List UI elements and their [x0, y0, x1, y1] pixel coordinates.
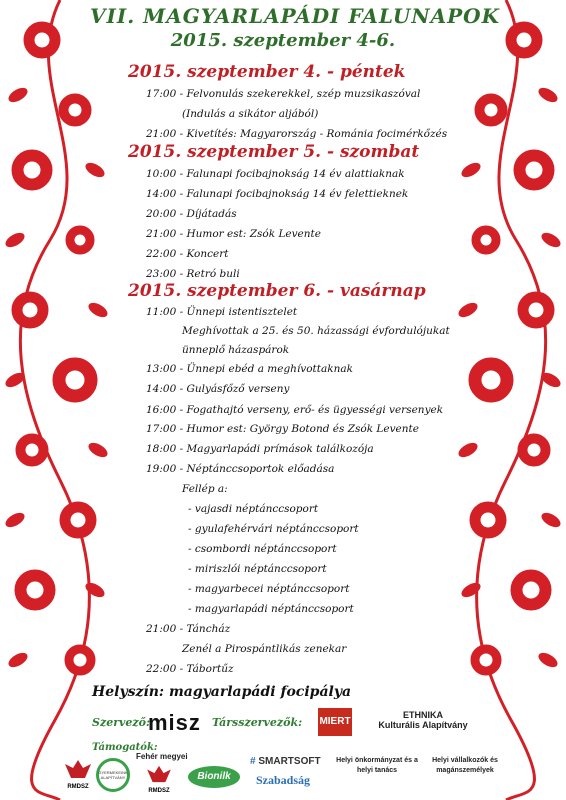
event-item: Meghívottak a 25. és 50. házassági évfordulójukat	[182, 325, 450, 337]
day-heading-friday: 2015. szeptember 4. - péntek	[128, 62, 406, 82]
event-item: 22:00 - Tábortűz	[146, 663, 234, 675]
rmdsz-logo: RMDSZ	[60, 758, 96, 794]
szabadsag-logo: Szabadság	[256, 773, 311, 787]
day-heading-sunday: 2015. szeptember 6. - vasárnap	[128, 281, 426, 301]
rmdsz-county-logo: RMDSZ	[142, 764, 176, 794]
event-item: 14:00 - Gulyásfőző verseny	[146, 383, 290, 395]
event-item: 22:00 - Koncert	[146, 248, 229, 260]
event-item: 16:00 - Fogathajtó verseny, erő- és ügyességi versenyek	[146, 404, 444, 416]
left-floral-ornament	[0, 0, 120, 800]
event-item: - csombordi néptánccsoport	[188, 543, 337, 555]
local-government-label: Helyi önkormányzat és a helyi tanács	[336, 757, 418, 774]
event-item: 20:00 - Díjátadás	[146, 208, 237, 220]
event-item: - miriszlói néptánccsoport	[188, 563, 327, 575]
miert-logo: MIERT	[318, 708, 352, 736]
feher-megyei-label: Fehér megyei	[136, 752, 188, 761]
event-item: 17:00 - Humor est: György Botond és Zsók Levente	[146, 423, 419, 435]
event-item: 18:00 - Magyarlapádi prímások találkozója	[146, 443, 374, 455]
event-title: VII. MAGYARLAPÁDI FALUNAPOK	[90, 4, 500, 28]
event-item: 13:00 - Ünnepi ebéd a meghívottaknak	[146, 363, 354, 375]
supporters-label: Támogatók:	[92, 742, 158, 753]
event-item: - magyarbecei néptánccsoport	[188, 583, 350, 595]
day-heading-saturday: 2015. szeptember 5. - szombat	[128, 142, 420, 162]
event-item: 21:00 - Humor est: Zsók Levente	[146, 228, 321, 240]
local-businesses-label: Helyi vállalkozók és magánszemélyek	[432, 757, 498, 774]
event-item: 14:00 - Falunapi focibajnokság 14 év felettieknek	[146, 188, 409, 200]
event-item: - gyulafehérvári néptánccsoport	[188, 523, 359, 535]
event-item: 23:00 - Retró buli	[146, 268, 240, 280]
coorganizers-label: Társszervezők:	[212, 716, 303, 729]
organizer-label: Szervező:	[92, 716, 151, 729]
event-dates: 2015. szeptember 4-6.	[170, 30, 396, 51]
tulip-icon	[145, 764, 173, 784]
event-item: 17:00 - Felvonulás szekerekkel, szép muzsikaszóval	[146, 88, 421, 100]
event-item: 19:00 - Néptánccsoportok előadása	[146, 463, 335, 475]
bionilk-logo: Bionilk	[188, 766, 240, 788]
event-item: 10:00 - Falunapi focibajnokság 14 év alattiaknak	[146, 168, 405, 180]
tulip-icon	[63, 758, 93, 780]
misz-logo: misz	[148, 710, 201, 735]
event-item: 21:00 - Táncház	[146, 623, 231, 635]
event-item: - vajasdi néptánccsoport	[188, 503, 319, 515]
event-item: (Indulás a sikátor aljából)	[182, 108, 319, 120]
event-item: - magyarlapádi néptánccsoport	[188, 603, 354, 615]
event-item: 11:00 - Ünnepi istentisztelet	[146, 306, 298, 318]
event-item: 21:00 - Kivetítés: Magyarország - Románia focimérkőzés	[146, 128, 448, 140]
event-item: ünneplő házaspárok	[182, 344, 290, 356]
event-item: Zenél a Pirospántlikás zenekar	[182, 643, 347, 655]
ethnika-logo: ETHNIKA Kulturális Alapítvány	[378, 710, 468, 730]
alapitvany-logo: GYERMEKEINK ALAPÍTVÁNY	[96, 758, 130, 792]
right-floral-ornament	[446, 0, 566, 800]
event-item: Fellép a:	[182, 483, 228, 495]
smartsoft-logo: # SMARTSOFT	[250, 756, 321, 767]
venue-location: Helyszín: magyarlapádi focipálya	[92, 684, 352, 700]
